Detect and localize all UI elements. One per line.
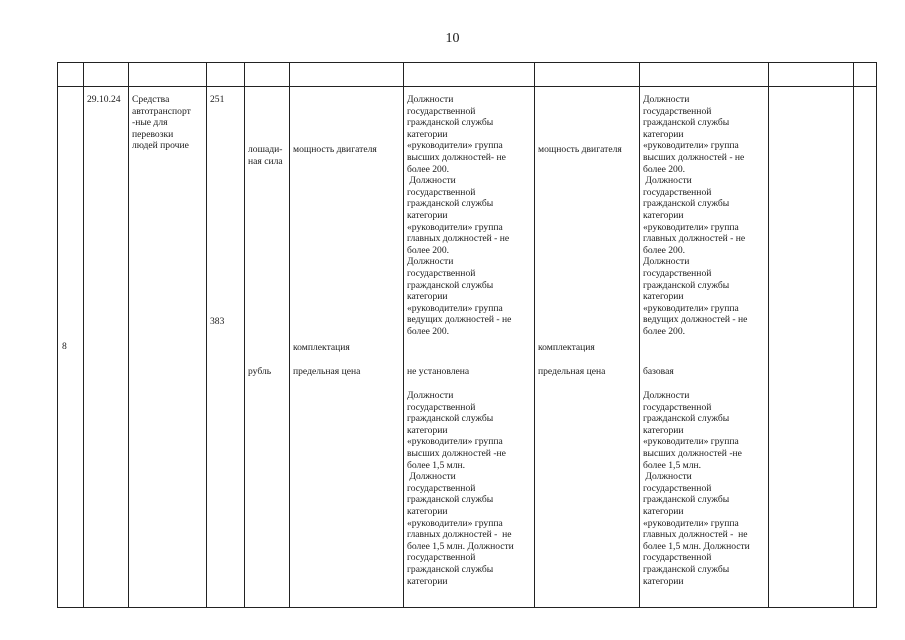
value-engine-power: Должности государственной гражданской службы категории «руководители» группа высших должностей- не более 200. Должности государственной гражданской службы категории «руководители» группа главных должностей - не более 200. Должности государственной гражданской службы категории «руководители» группа ведущих должностей - не более 200. bbox=[407, 94, 512, 337]
okpd-code: 29.10.24 bbox=[87, 94, 121, 105]
table-col-line bbox=[57, 62, 58, 608]
table-col-line bbox=[128, 62, 129, 608]
approved-characteristic-equipment: комплектация bbox=[538, 342, 595, 353]
approved-characteristic-engine-power: мощность двигателя bbox=[538, 144, 622, 155]
characteristic-engine-power: мощность двигателя bbox=[293, 144, 377, 155]
characteristic-equipment: комплектация bbox=[293, 342, 350, 353]
value-price-limit: Должности государственной гражданской службы категории «руководители» группа высших должностей -не более 1,5 млн. Должности государственной гражданской службы категории «руководители» группа главных должностей - не более 1,5 млн. Должности государственной гражданской службы категории bbox=[407, 390, 514, 587]
unit-ruble: рубль bbox=[248, 366, 272, 377]
table-col-line bbox=[639, 62, 640, 608]
requirements-table bbox=[57, 62, 877, 608]
item-name: Средства автотранспорт -ные для перевозки людей прочие bbox=[132, 94, 191, 152]
table-col-line bbox=[534, 62, 535, 608]
table-border-top bbox=[57, 62, 877, 63]
approved-value-price-limit: Должности государственной гражданской службы категории «руководители» группа высших должностей -не более 1,5 млн. Должности государственной гражданской службы категории «руководители» группа главных должностей - не более 1,5 млн. Должности государственной гражданской службы категории bbox=[643, 390, 750, 587]
table-col-line bbox=[853, 62, 854, 608]
table-col-line bbox=[289, 62, 290, 608]
table-header-divider bbox=[57, 86, 877, 87]
table-col-line bbox=[403, 62, 404, 608]
okei-code-power: 251 bbox=[210, 94, 225, 105]
value-price-limit-note: не установлена bbox=[407, 366, 470, 377]
table-col-line bbox=[768, 62, 769, 608]
page-number: 10 bbox=[445, 31, 460, 46]
characteristic-price-limit: предельная цена bbox=[293, 366, 361, 377]
approved-value-equipment: базовая bbox=[643, 366, 674, 377]
unit-horsepower: лошади- ная сила bbox=[248, 144, 283, 167]
table-col-line bbox=[83, 62, 84, 608]
table-col-line bbox=[244, 62, 245, 608]
table-col-line bbox=[206, 62, 207, 608]
okei-code-price: 383 bbox=[210, 316, 225, 327]
approved-value-engine-power: Должности государственной гражданской службы категории «руководители» группа высших должностей - не более 200. Должности государственной гражданской службы категории «руководители» группа главных должностей - не более 200. Должности государственной гражданской службы категории «руководители» группа ведущих должностей - не более 200. bbox=[643, 94, 748, 337]
row-index: 8 bbox=[62, 341, 67, 352]
table-col-line bbox=[876, 62, 877, 608]
table-border-bottom bbox=[57, 607, 877, 608]
approved-characteristic-price-limit: предельная цена bbox=[538, 366, 606, 377]
